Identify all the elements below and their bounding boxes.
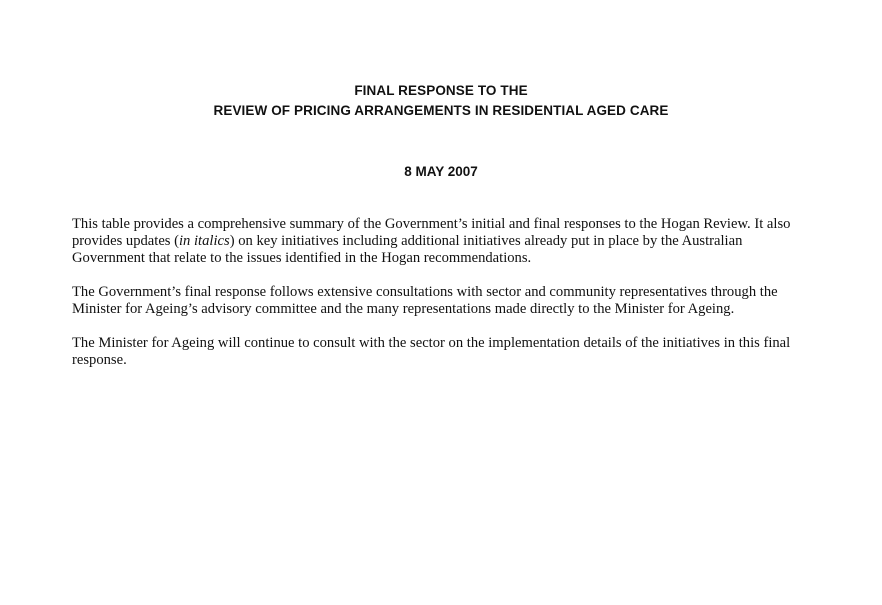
document-title	[0, 81, 882, 121]
intro-text-end: ) on key initiatives including additional initiatives already put in place by the Australian Government that relate to the issues identified in the Hogan recommendations.	[72, 233, 743, 266]
intro-paragraph	[72, 216, 812, 267]
title-line-2: REVIEW OF PRICING ARRANGEMENTS IN RESIDENTIAL AGED CARE	[213, 103, 669, 118]
document-body	[72, 216, 812, 386]
document-date: 8 MAY 2007	[404, 164, 478, 179]
consultation-paragraph: The Government’s final response follows extensive consultations with sector and community representatives through the Minister for Ageing’s advisory committee and the many representations made directly to the Minister for Ageing.	[72, 284, 778, 317]
title-line-1: FINAL RESPONSE TO THE	[354, 83, 528, 98]
intro-italic-text: in italics	[179, 233, 230, 249]
intro-text-start: This table provides a comprehensive summary of the Government’s initial and final responses to the Hogan Review. It also provides updates (	[72, 216, 791, 249]
implementation-paragraph: The Minister for Ageing will continue to consult with the sector on the implementation details of the initiatives in this final response.	[72, 335, 791, 368]
